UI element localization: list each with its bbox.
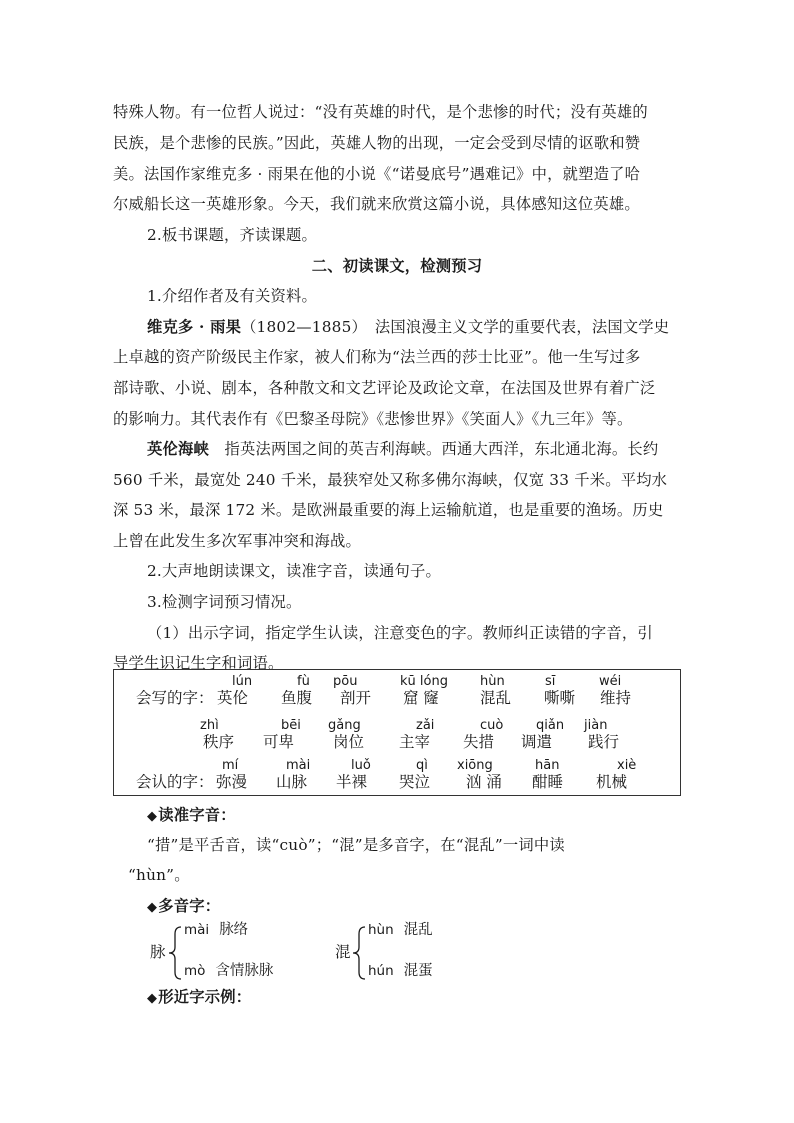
intro-line-4: 尔威船长这一英雄形象。今天，我们就来欣赏这篇小说，具体感知这位英雄。 bbox=[113, 195, 640, 213]
substep-line-2: 导学生识记生字和词语。 bbox=[113, 654, 284, 672]
polyphone-mai-reading-1: mài 脉络 bbox=[184, 922, 249, 938]
pinyin-han: hān bbox=[535, 758, 560, 773]
word-yinglun: 英伦 bbox=[217, 689, 249, 707]
word-banluo: 半裸 bbox=[336, 773, 368, 791]
pinyin-zhi: zhì bbox=[200, 718, 219, 733]
word-shanmai: 山脉 bbox=[276, 773, 308, 791]
pinyin-jian: jiàn bbox=[584, 718, 608, 733]
step-check-preview: 3.检测字词预习情况。 bbox=[147, 593, 302, 611]
brace-icon bbox=[352, 925, 366, 981]
intro-line-1: 特殊人物。有一位哲人说过：“没有英雄的时代，是个悲惨的时代；没有英雄的 bbox=[113, 103, 648, 121]
word-shicuo: 失措 bbox=[463, 733, 495, 751]
brace-icon bbox=[168, 925, 182, 981]
word-hunluan: 混乱 bbox=[480, 689, 512, 707]
word-jianxing: 践行 bbox=[588, 733, 620, 751]
polyphone-heading: ◆多音字： bbox=[147, 897, 221, 915]
polyphone-char-hun: 混 bbox=[335, 943, 351, 961]
polyphone-hun-reading-1: hùn 混乱 bbox=[368, 922, 433, 938]
vocab-box bbox=[113, 669, 681, 796]
hugo-name: 维克多 · 雨果 bbox=[147, 318, 242, 336]
pinyin-fu: fù bbox=[297, 674, 310, 689]
step-read-aloud: 2.大声地朗读课文，读准字音，读通句子。 bbox=[147, 562, 441, 580]
word-sisi: 嘶嘶 bbox=[544, 689, 576, 707]
polyphone-char-mai: 脉 bbox=[150, 943, 166, 961]
word-zhuzai: 主宰 bbox=[399, 733, 431, 751]
word-jixie: 机械 bbox=[596, 773, 628, 791]
channel-line-1 bbox=[147, 439, 658, 459]
similar-chars-heading: ◆形近字示例： bbox=[147, 988, 252, 1006]
intro-line-2: 民族，是个悲惨的民族。”因此，英雄人物的出现，一定会受到尽情的讴歌和赞 bbox=[113, 134, 641, 152]
diamond-bullet-icon: ◆ bbox=[147, 809, 158, 824]
word-xiongyong: 汹 涌 bbox=[466, 773, 502, 791]
channel-line-2: 560 千米，最宽处 240 千米，最狭窄处又称多佛尔海峡，仅宽 33 千米。平均水 bbox=[113, 471, 668, 489]
pinyin-hun: hùn bbox=[480, 674, 505, 689]
substep-line-1: （1）出示字词，指定学生认读，注意变色的字。教师纠正读错的字音，引 bbox=[147, 624, 653, 642]
pronunciation-text-2: “hùn”。 bbox=[128, 866, 190, 884]
pinyin-si: sī bbox=[545, 674, 556, 689]
pinyin-luo: luǒ bbox=[351, 758, 371, 773]
pinyin-qi: qì bbox=[416, 758, 428, 773]
step-write-title: 2.板书课题，齐读课题。 bbox=[147, 226, 317, 244]
intro-line-3: 美。法国作家维克多 · 雨果在他的小说《“诺曼底号”遇难记》中，就塑造了哈 bbox=[113, 165, 641, 183]
channel-line-4: 上曾在此发生多次军事冲突和海战。 bbox=[113, 532, 361, 550]
hugo-intro: （1802—1885） 法国浪漫主义文学的重要代表，法国文学史 bbox=[241, 318, 670, 336]
pinyin-zai: zǎi bbox=[416, 718, 435, 733]
channel-line-3: 深 53 米，最深 172 米。是欧洲最重要的海上运输航道，也是重要的渔场。历史 bbox=[113, 501, 664, 519]
pinyin-ku-long: kū lóng bbox=[400, 674, 448, 689]
pronunciation-heading: ◆读准字音： bbox=[147, 806, 236, 824]
step-introduce-author: 1.介绍作者及有关资料。 bbox=[147, 287, 317, 305]
diamond-bullet-icon: ◆ bbox=[147, 991, 158, 1006]
pinyin-xie: xiè bbox=[617, 758, 637, 773]
word-zhixu: 秩序 bbox=[203, 733, 235, 751]
pinyin-lun: lún bbox=[232, 674, 253, 689]
word-gangwei: 岗位 bbox=[333, 733, 365, 751]
hugo-line-3: 部诗歌、小说、剧本，各种散文和文艺评论及政论文章，在法国及世界有着广泛 bbox=[113, 379, 656, 397]
word-kulong: 窟 窿 bbox=[403, 689, 439, 707]
section-title: 二、初读课文，检测预习 bbox=[311, 257, 483, 275]
pronunciation-text-1: “措”是平舌音，读“cuò”；“混”是多音字，在“混乱”一词中读 bbox=[147, 836, 565, 854]
diamond-bullet-icon: ◆ bbox=[147, 900, 158, 915]
word-kebei: 可卑 bbox=[263, 733, 295, 751]
pinyin-wei: wéi bbox=[599, 674, 622, 689]
pinyin-cuo: cuò bbox=[480, 718, 504, 733]
word-yufu: 鱼腹 bbox=[281, 689, 313, 707]
word-kuqi: 哭泣 bbox=[399, 773, 431, 791]
hugo-line-1 bbox=[147, 317, 669, 337]
hugo-line-2: 上卓越的资产阶级民主作家，被人们称为“法兰西的莎士比亚”。他一生写过多 bbox=[113, 348, 641, 366]
label-write-chars: 会写的字： bbox=[136, 689, 214, 707]
pinyin-qian: qiǎn bbox=[536, 718, 565, 733]
label-recognize-chars: 会认的字： bbox=[136, 773, 214, 791]
pinyin-gang: gǎng bbox=[328, 718, 361, 733]
pinyin-pou: pōu bbox=[333, 674, 358, 689]
word-diaoqian: 调遣 bbox=[521, 733, 553, 751]
hugo-line-4: 的影响力。其代表作有《巴黎圣母院》《悲惨世界》《笑面人》《九三年》等。 bbox=[113, 410, 633, 428]
channel-intro: 指英法两国之间的英吉利海峡。西通大西洋，东北通北海。长约 bbox=[209, 440, 659, 458]
pinyin-bei: bēi bbox=[281, 718, 301, 733]
pinyin-mi: mí bbox=[222, 758, 239, 773]
pinyin-xiong: xiōng bbox=[457, 758, 493, 773]
polyphone-hun-reading-2: hún 混蛋 bbox=[368, 963, 433, 979]
channel-name: 英伦海峡 bbox=[147, 440, 209, 458]
word-hanshui: 酣睡 bbox=[532, 773, 564, 791]
pinyin-mai: mài bbox=[286, 758, 311, 773]
word-miman: 弥漫 bbox=[216, 773, 248, 791]
word-poukai: 剖开 bbox=[340, 689, 372, 707]
word-weichi: 维持 bbox=[600, 689, 632, 707]
polyphone-mai-reading-2: mò 含情脉脉 bbox=[184, 963, 274, 979]
